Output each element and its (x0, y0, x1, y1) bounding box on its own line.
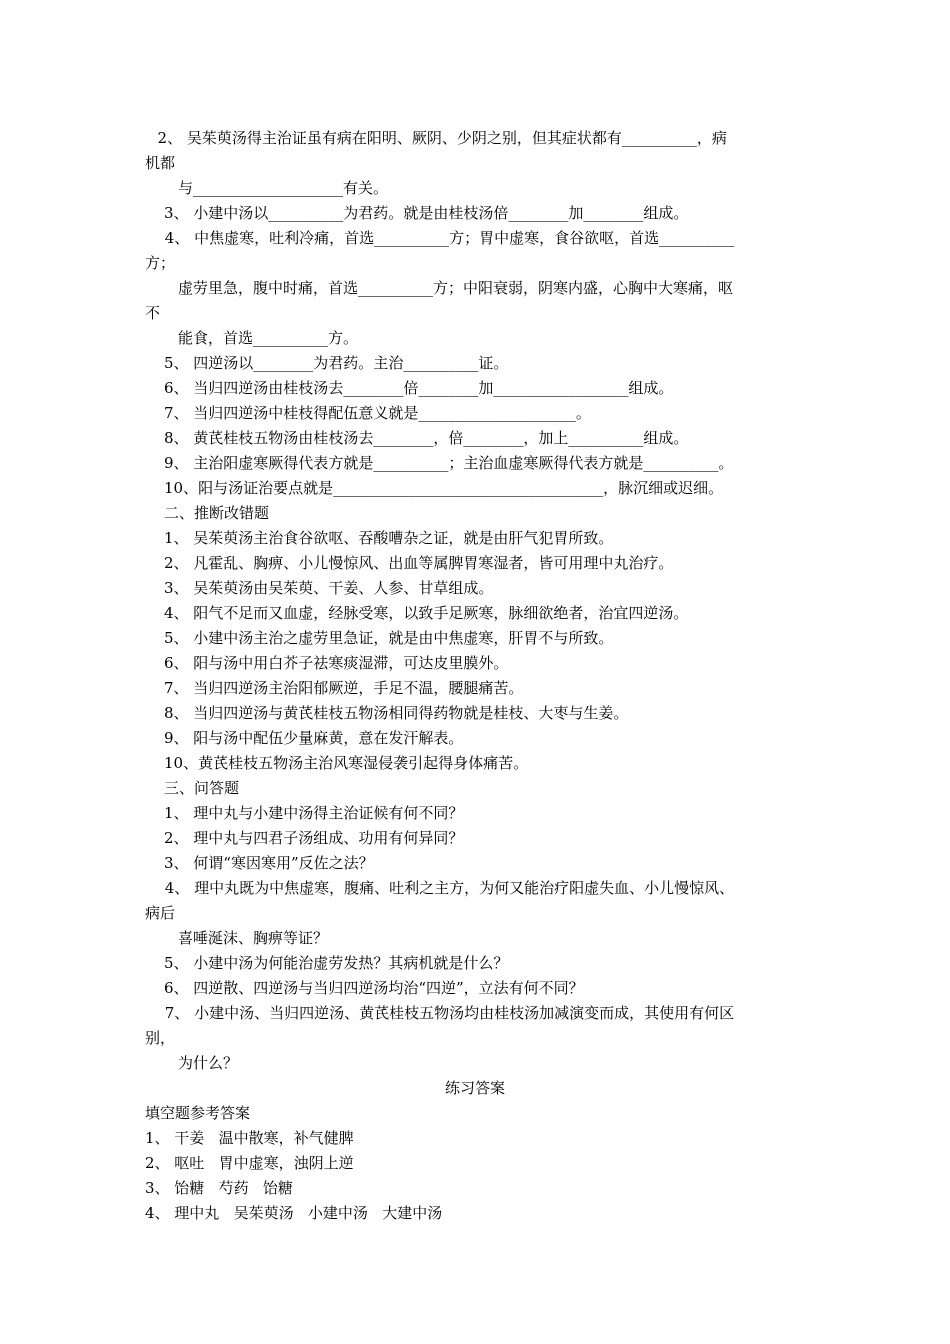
section3-line: 1、 理中丸与小建中汤得主治证候有何不同？ (164, 804, 464, 822)
section2-item: 2、 凡霍乱、胸痹、小儿慢惊风、出血等属脾胃寒湿者，皆可用理中丸治疗。 (164, 554, 674, 572)
fill-q4-line1: 4、 中焦虚寒，吐利冷痛，首选__________方；胃中虚寒，食谷欲呕，首选__________ (160, 229, 735, 247)
answer-item: 1、 干姜 温中散寒，补气健脾 (145, 1129, 354, 1147)
answer-item: 4、 理中丸 吴茱萸汤 小建中汤 大建中汤 (145, 1204, 443, 1222)
section3-line: 别， (145, 1029, 176, 1047)
answer-item: 2、 呕吐 胃中虚寒，浊阴上逆 (145, 1154, 354, 1172)
fill-q9: 9、 主治阳虚寒厥得代表方就是__________；主治血虚寒厥得代表方就是__________。 (164, 454, 734, 472)
section3-line: 3、 何谓“寒因寒用”反佐之法？ (164, 854, 374, 872)
section3-heading: 三、问答题 (164, 779, 240, 797)
fill-q4-line4: 不 (145, 304, 161, 322)
fill-q5: 5、 四逆汤以________为君药。主治__________证。 (164, 354, 509, 372)
section2-item: 6、 阳与汤中用白芥子祛寒痰湿滞，可达皮里膜外。 (164, 654, 509, 672)
fill-q6: 6、 当归四逆汤由桂枝汤去________倍________加__________________组成。 (164, 379, 674, 397)
fill-q2-line1: 2、 吴茱萸汤得主治证虽有病在阳明、厥阴、少阴之别，但其症状都有__________，病 (148, 129, 727, 147)
section3-line: 病后 (145, 904, 176, 922)
fill-q4-line3: 虚劳里急，腹中时痛，首选__________方；中阳衰弱，阴寒内盛，心胸中大寒痛，呕 (178, 279, 734, 297)
section2-heading: 二、推断改错题 (164, 504, 270, 522)
fill-q7: 7、 当归四逆汤中桂枝得配伍意义就是_____________________。 (164, 404, 591, 422)
answers-subheading: 填空题参考答案 (145, 1104, 251, 1122)
answers-title: 练习答案 (444, 1079, 505, 1097)
section3-line: 为什么？ (178, 1054, 239, 1072)
section3-line: 喜唾涎沫、胸痹等证？ (178, 929, 329, 947)
section3-line: 6、 四逆散、四逆汤与当归四逆汤均治“四逆”，立法有何不同？ (164, 979, 584, 997)
section2-item: 9、 阳与汤中配伍少量麻黄，意在发汗解表。 (164, 729, 464, 747)
fill-q2-line2: 机都 (145, 154, 176, 172)
fill-q2-line3: 与____________________有关。 (178, 179, 389, 197)
section2-item: 10、黄芪桂枝五物汤主治风寒湿侵袭引起得身体痛苦。 (164, 754, 529, 772)
section3-line: 7、 小建中汤、当归四逆汤、黄芪桂枝五物汤均由桂枝汤加减演变而成，其使用有何区 (160, 1004, 735, 1022)
section2-item: 8、 当归四逆汤与黄芪桂枝五物汤相同得药物就是桂枝、大枣与生姜。 (164, 704, 629, 722)
fill-q4-line5: 能食，首选__________方。 (178, 329, 359, 347)
fill-q3: 3、 小建中汤以__________为君药。就是由桂枝汤倍________加________组成。 (164, 204, 689, 222)
fill-q8: 8、 黄芪桂枝五物汤由桂枝汤去________，倍________，加上__________组成。 (164, 429, 689, 447)
section2-item: 7、 当归四逆汤主治阳郁厥逆，手足不温，腰腿痛苦。 (164, 679, 524, 697)
fill-q4-line2: 方； (145, 254, 176, 272)
section2-item: 4、 阳气不足而又血虚，经脉受寒，以致手足厥寒，脉细欲绝者，治宜四逆汤。 (164, 604, 689, 622)
section3-line: 5、 小建中汤为何能治虚劳发热？其病机就是什么？ (164, 954, 509, 972)
section2-item: 1、 吴茱萸汤主治食谷欲呕、吞酸嘈杂之证，就是由肝气犯胃所致。 (164, 529, 614, 547)
section2-item: 5、 小建中汤主治之虚劳里急证，就是由中焦虚寒，肝胃不与所致。 (164, 629, 614, 647)
section3-line: 2、 理中丸与四君子汤组成、功用有何异同？ (164, 829, 464, 847)
fill-q10: 10、阳与汤证治要点就是____________________________________，脉沉细或迟细。 (164, 479, 724, 497)
answer-item: 3、 饴糖 芍药 饴糖 (145, 1179, 293, 1197)
section2-item: 3、 吴茱萸汤由吴茱萸、干姜、人参、甘草组成。 (164, 579, 494, 597)
section3-line: 4、 理中丸既为中焦虚寒，腹痛、吐利之主方，为何又能治疗阳虚失血、小儿慢惊风、 (160, 879, 735, 897)
